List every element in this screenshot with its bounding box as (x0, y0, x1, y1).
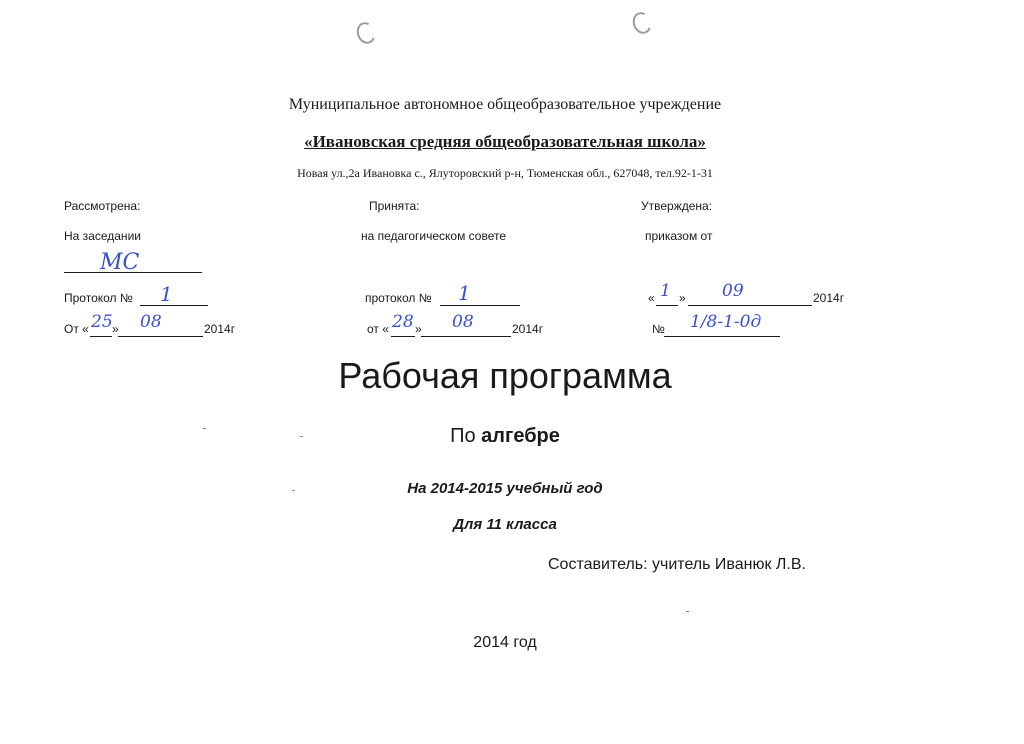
author-line: Составитель: учитель Иванюк Л.В. (548, 556, 806, 573)
reviewed-date-day: 25 (91, 312, 113, 332)
document-title: Рабочая программа (338, 355, 672, 396)
day-line (90, 336, 112, 337)
accepted-council: на педагогическом совете (361, 229, 507, 243)
school-name: «Ивановская средняя общеобразовательная школа» (304, 132, 706, 151)
accepted-date-year: 2014г (512, 322, 544, 336)
scan-speck (300, 436, 303, 437)
approved-date-month: 09 (722, 281, 744, 301)
accepted-date-prefix: от « (367, 322, 389, 336)
month-line (688, 305, 812, 306)
approved-date-prefix: « (648, 291, 655, 305)
school-address: Новая ул.,2а Ивановка с., Ялуторовский р-н, Тюменская обл., 627048, тел.92-1-31 (297, 166, 713, 180)
reviewed-protocol-number: 1 (160, 282, 173, 306)
accepted-title: Принята: (369, 199, 420, 213)
academic-year: На 2014-2015 учебный год (407, 480, 603, 497)
reviewed-date-prefix: От « (64, 322, 89, 336)
month-line (118, 336, 203, 337)
reviewed-signature: МС (100, 250, 140, 275)
punch-hole-right-icon (630, 10, 654, 37)
reviewed-protocol-label: Протокол № (64, 291, 133, 305)
grade-level: Для 11 класса (453, 516, 557, 533)
document-year: 2014 год (473, 634, 537, 651)
subject-line (0, 425, 1010, 448)
reviewed-date-month: 08 (140, 312, 162, 332)
day-line (656, 305, 678, 306)
reviewed-meeting: На заседании (64, 229, 141, 243)
subject-name: алгебре (481, 425, 560, 447)
scan-speck (203, 428, 206, 429)
day-line (391, 336, 415, 337)
protocol-line (140, 305, 208, 306)
approved-order-number: 1/8-1-0д (690, 312, 762, 332)
approved-date-year: 2014г (813, 291, 845, 305)
subject-prefix: По (450, 425, 476, 447)
reviewed-date-year: 2014г (204, 322, 236, 336)
reviewed-date-mid: » (112, 322, 119, 336)
approved-date-mid: » (679, 291, 686, 305)
reviewed-title: Рассмотрена: (64, 199, 141, 213)
approved-order-label: № (652, 322, 665, 336)
accepted-protocol-label: протокол № (365, 291, 432, 305)
approved-date-day: 1 (660, 281, 671, 301)
order-line (664, 336, 780, 337)
scan-speck (686, 611, 689, 612)
month-line (421, 336, 511, 337)
accepted-date-day: 28 (392, 312, 414, 332)
punch-hole-left-icon (354, 20, 378, 47)
approved-order: приказом от (645, 229, 713, 243)
approved-title: Утверждена: (641, 199, 713, 213)
protocol-line (440, 305, 520, 306)
scan-speck (292, 490, 295, 491)
accepted-protocol-number: 1 (458, 281, 471, 305)
accepted-date-month: 08 (452, 312, 474, 332)
institution-name: Муниципальное автономное общеобразовательное учреждение (288, 96, 722, 113)
accepted-date-mid: » (415, 322, 422, 336)
